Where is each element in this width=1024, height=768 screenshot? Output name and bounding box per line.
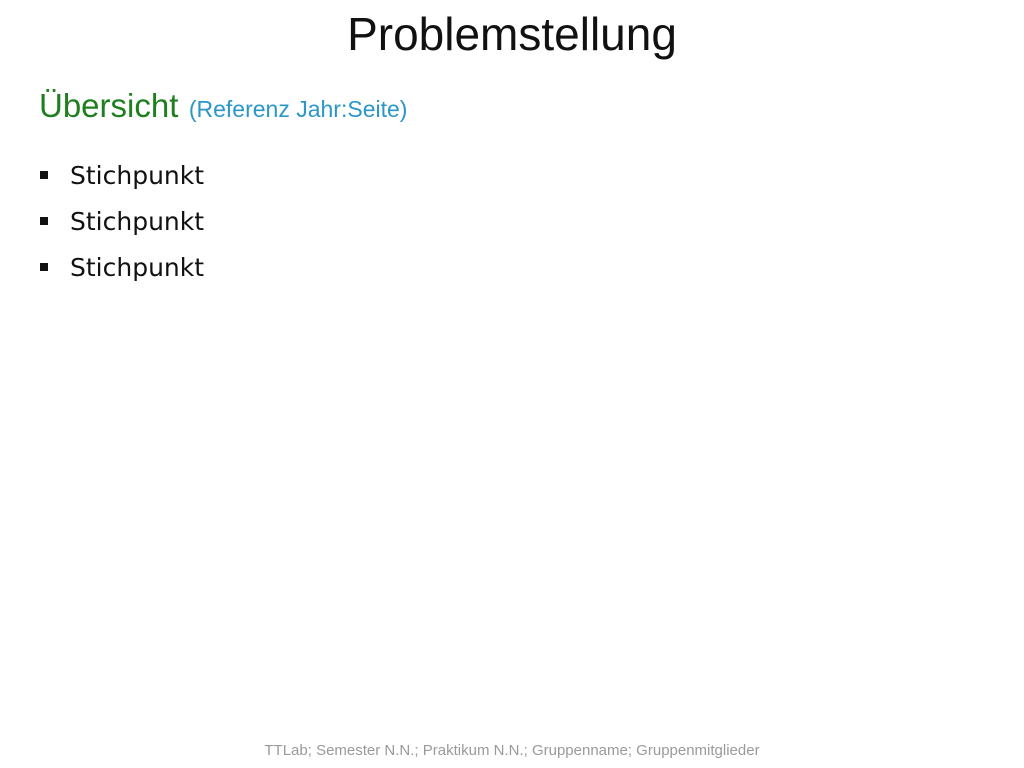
subtitle-heading: Übersicht	[39, 87, 179, 124]
slide-footer: TTLab; Semester N.N.; Praktikum N.N.; Gruppenname; Gruppenmitglieder	[264, 742, 760, 759]
bullet-text: Stichpunkt	[70, 252, 205, 282]
bullet-item	[40, 152, 204, 198]
bullet-text: Stichpunkt	[70, 206, 205, 236]
bullet-text: Stichpunkt	[70, 160, 205, 190]
section-subtitle	[39, 84, 407, 131]
bullet-item	[40, 198, 204, 244]
bullet-item	[40, 244, 204, 290]
bullet-square-icon	[40, 263, 48, 271]
bullet-list	[40, 152, 204, 290]
bullet-square-icon	[40, 171, 48, 179]
slide-title: Problemstellung	[347, 8, 677, 60]
bullet-square-icon	[40, 217, 48, 225]
subtitle-reference: (Referenz Jahr:Seite)	[188, 96, 408, 122]
